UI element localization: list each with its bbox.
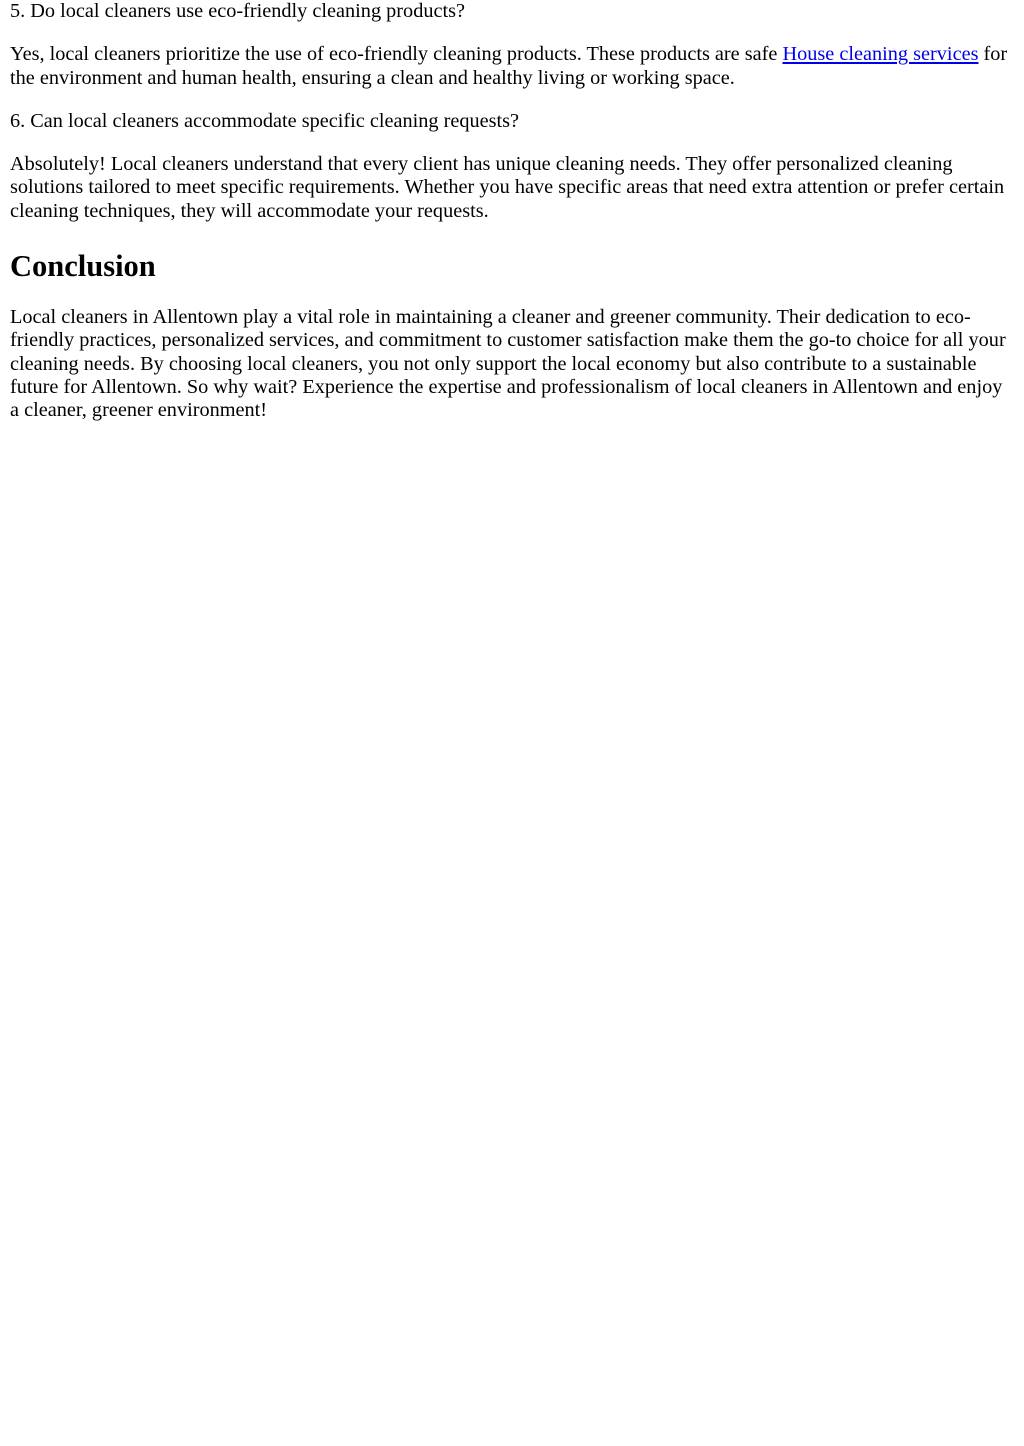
faq5-answer-text-after-link: for the environment and human health, ensuring a clean and healthy living or working space. (10, 43, 1008, 89)
faq6-answer: Absolutely! Local cleaners understand that every client has unique cleaning needs. They offer personalized cleaning solutions tailored to meet specific requirements. Whether you have specific areas that need extra attention or prefer certain cleaning techniques, they will accommodate your requests. (10, 153, 1005, 222)
faq5-question: 5. Do local cleaners use eco-friendly cleaning products? (10, 0, 466, 22)
faq6-question: 6. Can local cleaners accommodate specific cleaning requests? (10, 109, 520, 132)
conclusion-body: Local cleaners in Allentown play a vital role in maintaining a cleaner and greener community. Their dedication to eco-friendly practices, personalized services, and commitment to customer satisfaction make them the go-to choice for all your cleaning needs. By choosing local cleaners, you not only support the local economy but also contribute to a sustainable future for Allentown. So why wait? Experience the expertise and professionalism of local cleaners in Allentown and enjoy a cleaner, greener environment! (10, 306, 1006, 422)
faq5-answer (10, 43, 1014, 90)
house-cleaning-services-link[interactable]: House cleaning services (782, 43, 979, 66)
conclusion-heading: Conclusion (10, 249, 156, 284)
faq5-answer-text-before-link: Yes, local cleaners prioritize the use of eco-friendly cleaning products. These products are safe (10, 43, 783, 66)
document-page (0, 0, 1024, 423)
